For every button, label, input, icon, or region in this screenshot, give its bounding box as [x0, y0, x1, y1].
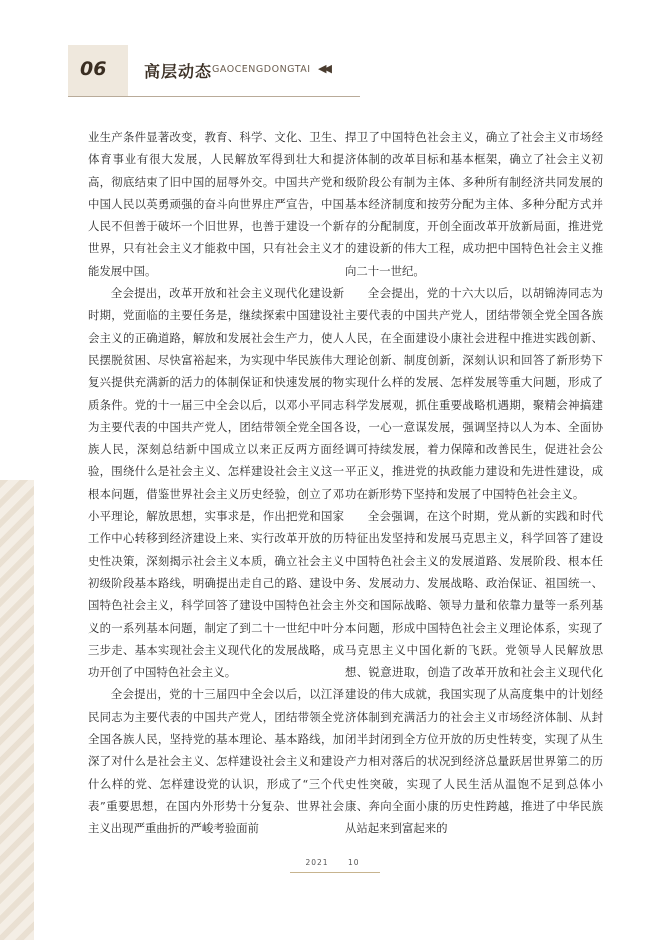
footer-divider — [290, 872, 380, 873]
decorative-stripes — [0, 480, 34, 940]
page-footer — [0, 858, 665, 867]
paragraph: 捍卫了中国特色社会主义，确立了社会主义市场经济体制的改革目标和基本框架，确立了社会主义初级阶段公有制为主体、多种所有制经济共同发展的基本经济制度和按劳分配为主体、多种分配方式并存的分配制度，开创全面改革开放新局面，推进党的建设新的伟大工程，成功把中国特色社会主义推向二十一世纪。 — [345, 130, 603, 278]
page-number: 06 — [80, 58, 107, 80]
left-text-column — [88, 126, 344, 840]
right-text-column — [345, 126, 603, 840]
paragraph: 全会提出，党的十三届四中全会以后，以江泽民同志为主要代表的中国共产党人，团结带领全党全国各族人民，坚持党的基本理论、基本路线，加深了对什么是社会主义、怎样建设社会主义和建设什么样的党、怎样建设党的认识，形成了“三个代表”重要思想，在国内外形势十分复杂、世界社会主义出现严重曲折的严峻考验面前 — [88, 687, 344, 836]
header-divider — [68, 96, 360, 97]
paragraph: 全会提出，党的十六大以后，以胡锦涛同志为主要代表的中国共产党人，团结带领全党全国各族人民，在全面建设小康社会进程中推进实践创新、理论创新、制度创新，深刻认识和回答了新形势下实现什么样的发展、怎样发展等重大问题，形成了科学发展观，抓住重要战略机遇期，聚精会神搞建设，一心一意谋发展，强调坚持以人为本、全面协调可持续发展，着力保障和改善民生，促进社会公平正义，推进党的执政能力建设和先进性建设，成功在新形势下坚持和发展了中国特色社会主义。 — [345, 286, 603, 501]
paragraph: 业生产条件显著改变，教育、科学、文化、卫生、体育事业有很大发展，人民解放军得到壮大和提高，彻底结束了旧中国的屈辱外交。中国共产党和中国人民以英勇顽强的奋斗向世界庄严宣告，中国人民不但善于破坏一个旧世界，也善于建设一个新世界，只有社会主义才能救中国，只有社会主义才能发展中国。 — [88, 130, 344, 278]
section-title: 高层动态 — [144, 62, 213, 81]
footer-issue: 10 — [347, 858, 360, 867]
double-arrow-left-icon: ◀◀ — [318, 62, 329, 75]
section-subtitle: GAOCENGDONGTAI — [212, 64, 311, 75]
paragraph: 全会强调，在这个时期，党从新的实践和时代特征出发坚持和发展马克思主义，科学回答了建设中国特色社会主义的发展道路、发展阶段、根本任务、发展动力、发展战略、政治保证、祖国统一、外交和国际战略、领导力量和依靠力量等一系列基本问题，形成中国特色社会主义理论体系，实现了马克思主义中国化新的飞跃。党领导人民解放思想、锐意进取，创造了改革开放和社会主义现代化建设的伟大成就，我国实现了从高度集中的计划经济体制到充满活力的社会主义市场经济体制、从封闭半封闭到全方位开放的历史性转变，实现了从生产力相对落后的状况到经济总量跃居世界第二的历史性突破，实现了人民生活从温饱不足到总体小康、奔向全面小康的历史性跨越，推进了中华民族从站起来到富起来的 — [345, 509, 603, 836]
paragraph: 全会提出，改革开放和社会主义现代化建设新时期，党面临的主要任务是，继续探索中国建设社会主义的正确道路，解放和发展社会生产力，使人民摆脱贫困、尽快富裕起来，为实现中华民族伟大复兴提供充满新的活力的体制保证和快速发展的物质条件。党的十一届三中全会以后，以邓小平同志为主要代表的中国共产党人，团结带领全党全国各族人民，深刻总结新中国成立以来正反两方面经验，围绕什么是社会主义、怎样建设社会主义这一根本问题，借鉴世界社会主义历史经验，创立了邓小平理论，解放思想，实事求是，作出把党和国家工作中心转移到经济建设上来、实行改革开放的历史性决策，深刻揭示社会主义本质，确立社会主义初级阶段基本路线，明确提出走自己的路、建设中国特色社会主义，科学回答了建设中国特色社会主义的一系列基本问题，制定了到二十一世纪中叶分三步走、基本实现社会主义现代化的发展战略，成功开创了中国特色社会主义。 — [88, 286, 344, 680]
footer-year: 2021 — [305, 858, 329, 867]
